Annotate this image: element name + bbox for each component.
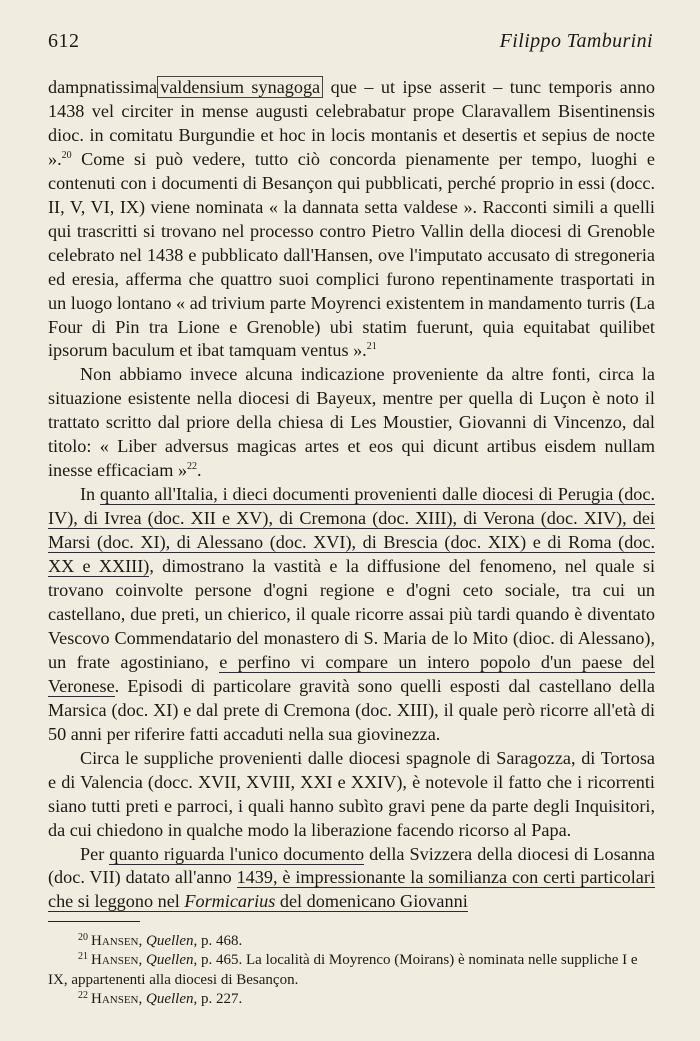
text-run: . Episodi di particolare gravità sono quelli esposti dal castellano della Marsica (doc. XI) e dal prete di Cremona (doc. XIII), il quale però ricorre all'età di 50 anni per riferire fatti accaduti nella sua giovinezza.: [48, 675, 655, 744]
text-run: In: [80, 484, 101, 505]
boxed-phrase: valdensium synagoga: [157, 76, 323, 98]
underlined-phrase: 1439, è impressionante la somilianza con certi particolari che si leggono nel: [48, 867, 655, 912]
running-head: Filippo Tamburini: [499, 30, 653, 52]
underlined-phrase: del domenicano Giovanni: [275, 891, 468, 912]
text-run: que – ut ipse asserit – tunc temporis anno 1438 vel circiter in mense augusti celebrabatur prope Claravallem Bisentinensis dioc. in comitatu Burgundie et hoc in locis montanis et desertis et sepius de nocte ».: [48, 77, 656, 169]
footnote-number: 20: [78, 932, 88, 943]
paragraph: [48, 363, 655, 483]
footnote-author: Hansen: [91, 933, 139, 949]
text-run: dampnatissima: [48, 77, 158, 97]
text-run: Come si può vedere, tutto ciò concorda pienamente per tempo, luoghi e contenuti con i documenti di Besançon qui pubblicati, perché proprio in essi (docc. II, V, VI, IX) viene nominata « la dannata setta valdese ». Racconti simili a quelli qui trascritti si trovano nel processo contro Pietro Vallin della diocesi di Grenoble celebrato nel 1438 e pubblicato dall'Hansen, ove l'imputato accusato di stregoneria ed eresia, afferma che quattro suoi complici furono repentinamente trasportati in un luogo lontano « ad trivium parte Moyrenci existentem in mandamento turris (La Four di Pin tra Lione e Grenoble) ubi statim fuerunt, quia equitabat quilibet ipsorum baculum et ibat tamquam ventus ».: [48, 148, 655, 361]
footnote-work: Quellen: [146, 952, 194, 969]
footnote-text: , p. 468.: [193, 933, 243, 949]
footnote: $^{21}$ Hansen, Quellen, p. 465. La località di Moyrenco (Moirans) è nominata nelle suppliche I e IX, appartenenti alla diocesi di Besançon.: [48, 951, 638, 988]
text-run: Non abbiamo invece alcuna indicazione proveniente da altre fonti, circa la situazione esistente nella diocesi di Bayeux, mentre per quella di Luçon è noto il trattato scritto dal priore della chiesa di Les Moustier, Giovanni di Vincenzo, dal titolo: « Liber adversus magicas artes et eos qui dicunt artibus eisdem nullam inesse efficaciam »: [48, 364, 655, 481]
footnote-work: Quellen: [146, 991, 194, 1008]
paragraph: [48, 747, 655, 843]
paragraph: [48, 76, 655, 363]
underlined-phrase: quanto all'Italia, i dieci documenti provenienti dalle diocesi di Perugia (doc. IV), di Ivrea (doc. XII e XV), di Cremona (doc. XIII), di Verona (doc. XIV), dei Marsi (doc. XI), di Alessano (doc. XVI), di Brescia (doc. XIX) e di Roma (doc. XX e XXIII): [48, 484, 656, 577]
footnote-author: Hansen: [91, 952, 139, 969]
paragraph: [48, 483, 655, 746]
footnotes: [48, 932, 655, 1010]
footnote-text: , p. 465. La località di Moyrenco (Moirans) è nominata nelle suppliche I e IX, appartenenti alla diocesi di Besançon.: [48, 952, 638, 988]
text-run: , dimostrano la vastità e la diffusione del fenomeno, nel quale si trovano coinvolte persone d'ogni regione e d'ogni ceto sociale, tra cui un castellano, due preti, un chierico, il quale ricorre assai più tardi quando è diventato Vescovo Commendatario del monastero di S. Maria de lo Mito (dioc. di Alessano), un frate agostiniano,: [48, 556, 655, 672]
text-run: .: [197, 460, 202, 481]
footnote-number: 22: [78, 990, 88, 1002]
footnote-rule: [48, 921, 140, 922]
page-number: 612: [48, 30, 80, 52]
text-run: Circa le suppliche provenienti dalle diocesi spagnole di Saragozza, di Tortosa e di Valencia (docc. XVII, XVIII, XXI e XXIV), è notevole il fatto che i ricorrenti siano tutti preti e parroci, i quali hanno subìto gravi pene da parte degli Inquisitori, da cui chiedono in qualche modo la liberazione facendo ricorso al Papa.: [48, 747, 655, 840]
footnote-number: 21: [78, 951, 88, 963]
footnote: $^{20}$ Hansen, Quellen, p. 468.: [78, 932, 243, 949]
text-run: della Svizzera della diocesi di Losanna (doc. VII) datato all'anno: [48, 843, 655, 888]
footnote-author: Hansen: [91, 991, 139, 1008]
footnote-reference: 20: [61, 149, 72, 161]
body-text: [48, 76, 655, 914]
paragraph: [48, 843, 655, 915]
underlined-phrase: quanto riguarda l'unico documento: [109, 843, 365, 864]
footnote-text: , p. 227.: [193, 991, 243, 1008]
underlined-phrase: Formicarius: [184, 891, 276, 912]
footnote-reference: 21: [366, 341, 377, 353]
footnote: $^{22}$ Hansen, Quellen, p. 227.: [78, 990, 243, 1008]
text-run: Per: [80, 843, 110, 864]
underlined-phrase: e perfino vi compare un intero popolo d'un paese del Veronese: [48, 651, 655, 696]
footnote-work: Quellen: [146, 933, 194, 949]
footnote-reference: 22: [187, 461, 198, 473]
